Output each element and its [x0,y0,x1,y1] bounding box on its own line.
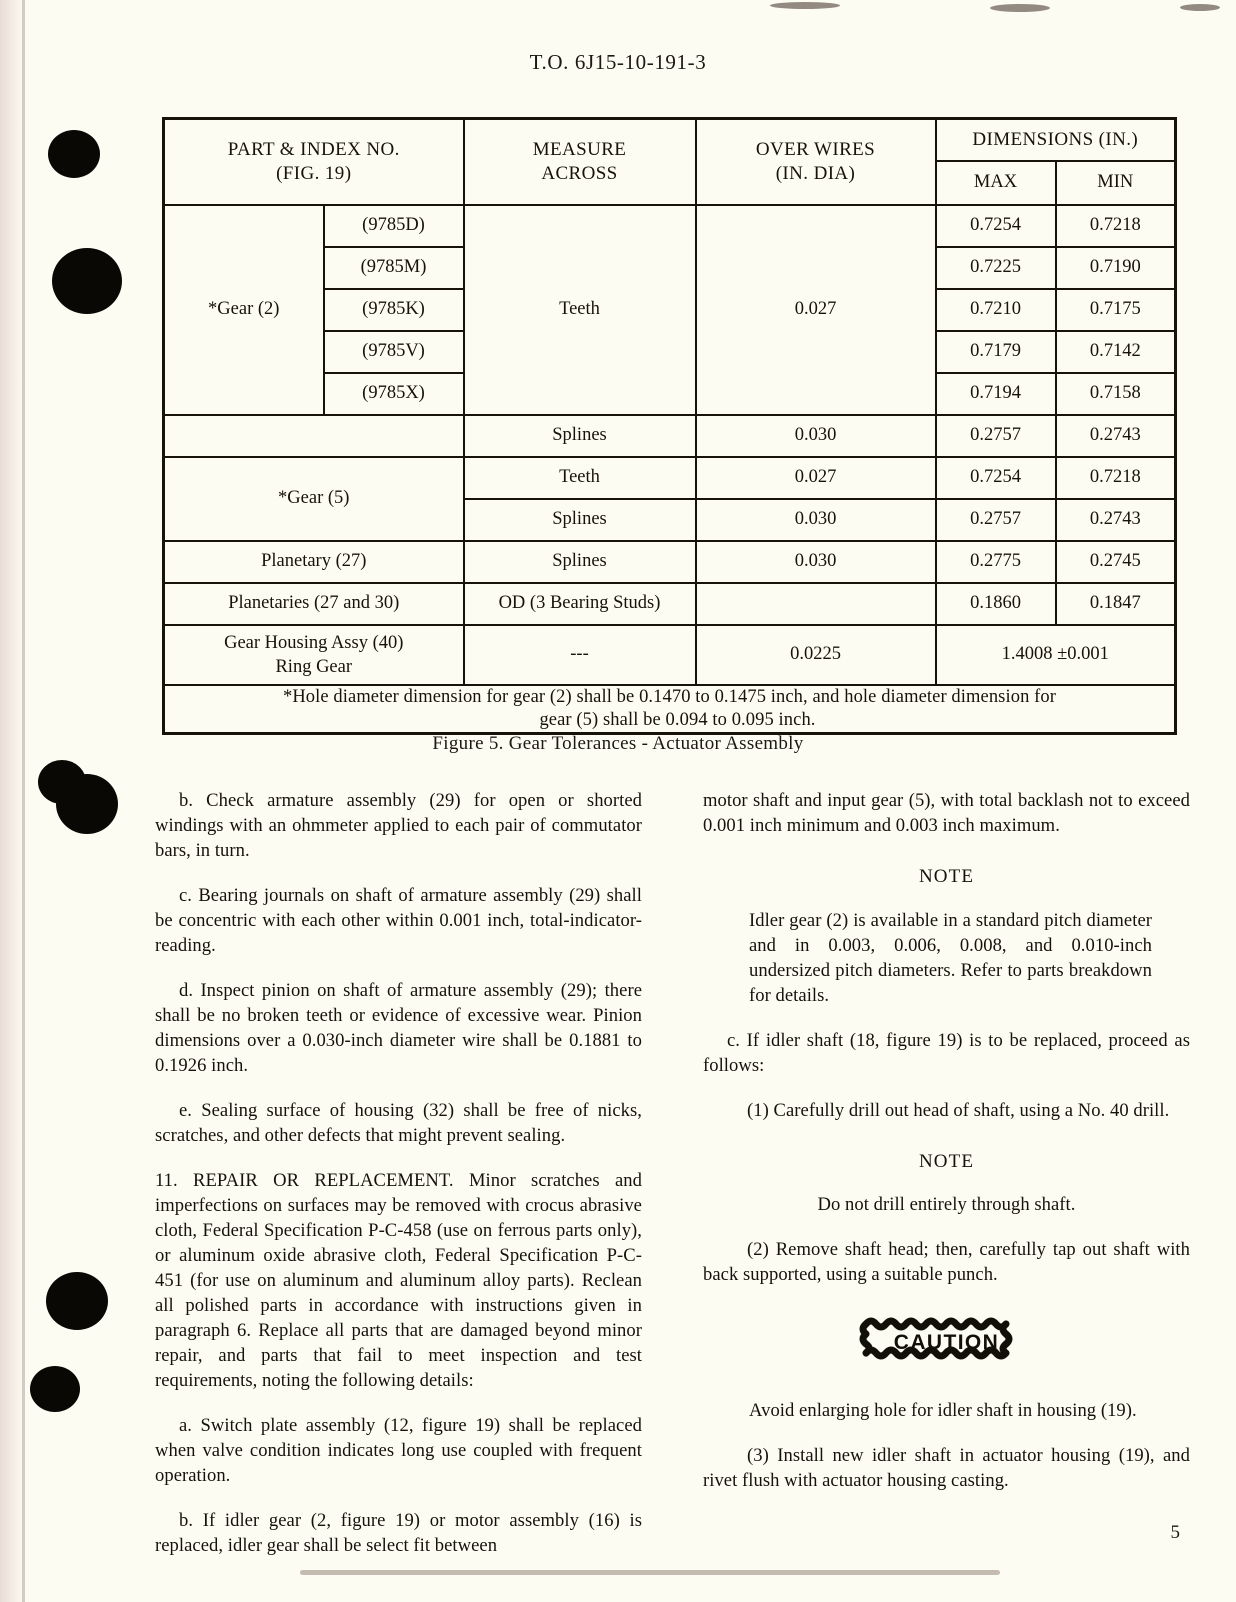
cell-min: 0.2743 [1056,415,1176,457]
paragraph-11-repair-or-replacement: 11. REPAIR OR REPLACEMENT. Minor scratches and imperfections on surfaces may be removed with crocus abrasive cloth, Federal Specification P-C-458 (use on ferrous parts only), or aluminum oxide abrasive cloth, Federal Specification P-C-451 (for use on aluminum and aluminum alloy parts). Reclean all polished parts in accordance with instructions given in paragraph 6. Replace all parts that are damaged beyond minor repair, and parts that fail to meet inspection and test requirements, noting the following details: [155,1170,642,1391]
figure-caption: Figure 5. Gear Tolerances - Actuator Assembly [432,733,804,754]
cell-max: 0.1860 [936,583,1056,625]
cell-overwires: 0.027 [696,457,936,499]
cell-part-planetary27: Planetary (27) [164,541,464,583]
cell-measure-od: OD (3 Bearing Studs) [464,583,696,625]
cell-max: 0.7254 [936,205,1056,247]
scan-smudge [990,4,1050,12]
cell-min: 0.2743 [1056,499,1176,541]
footnote-line2: gear (5) shall be 0.094 to 0.095 inch. [539,710,816,731]
paragraph-a: a. Switch plate assembly (12, figure 19) shall be replaced when valve condition indicates long use coupled with frequent operation. [155,1415,642,1486]
cell-index-9785M: (9785M) [324,247,464,289]
table-footnote [164,685,1176,734]
cell-max: 0.7254 [936,457,1056,499]
cell-max: 0.7210 [936,289,1056,331]
cell-min: 0.7190 [1056,247,1176,289]
paragraph-b-second: b. If idler gear (2, figure 19) or motor assembly (16) is replaced, idler gear shall be select fit between [155,1510,642,1556]
cell-part-gear5: *Gear (5) [164,457,464,541]
cell-max: 0.7179 [936,331,1056,373]
table-header-max: MAX [936,161,1056,205]
cell-max: 0.2775 [936,541,1056,583]
cell-index-9785V: (9785V) [324,331,464,373]
scan-smudge [770,2,840,9]
paragraph-continuation: motor shaft and input gear (5), with total backlash not to exceed 0.001 inch minimum and 0.003 inch maximum. [703,790,1190,836]
caution-body: Avoid enlarging hole for idler shaft in housing (19). [749,1400,1137,1422]
cell-overwires-blank [696,583,936,625]
paragraph-c-right: c. If idler shaft (18, figure 19) is to be replaced, proceed as follows: [703,1029,1190,1076]
cell-measure-splines: Splines [464,415,696,457]
page-number: 5 [1170,1522,1180,1543]
footnote-line1: *Hole diameter dimension for gear (2) shall be 0.1470 to 0.1475 inch, and hole diameter dimension for [282,687,1057,707]
header-measure-line2: ACROSS [541,163,618,184]
header-over-wires-line1: OVER WIRES [755,139,876,161]
table-header-dimensions: DIMENSIONS (IN.) [936,119,1176,162]
cell-part-gear2: *Gear (2) [164,205,324,415]
table-row [164,457,1176,499]
table-header-measure-across [464,119,696,206]
cell-measure-splines-gear5: Splines [464,499,696,541]
header-measure-line1: MEASURE [532,139,627,161]
cell-overwires: 0.0225 [696,625,936,685]
caution-banner-container [703,1317,1190,1370]
table-row [164,205,1176,247]
cell-index-9785K: (9785K) [324,289,464,331]
caution-banner [859,1317,1035,1363]
paragraph-e: e. Sealing surface of housing (32) shall be free of nicks, scratches, and other defects that might prevent sealing. [155,1100,642,1146]
table-header-part-index [164,119,464,206]
cell-min: 0.7218 [1056,205,1176,247]
cell-index-9785X: (9785X) [324,373,464,415]
paragraph-c: c. Bearing journals on shaft of armature assembly (29) shall be concentric with each other within 0.001 inch, total-indicator-reading. [155,885,642,956]
gear-housing-line1: Gear Housing Assy (40) [224,632,404,653]
cell-max: 0.7225 [936,247,1056,289]
gear-housing-line2: Ring Gear [275,657,353,677]
cell-max: 0.7194 [936,373,1056,415]
note-heading-2: NOTE [918,1150,975,1172]
cell-min: 0.1847 [1056,583,1176,625]
table-header-min: MIN [1056,161,1176,205]
table-footnote-row [164,685,1176,734]
cell-part-gear-housing [164,625,464,685]
cell-min: 0.7142 [1056,331,1176,373]
table-row [164,541,1176,583]
hole-punch-mark [46,1272,108,1330]
note-body-2: Do not drill entirely through shaft. [817,1194,1076,1216]
cell-min: 0.7218 [1056,457,1176,499]
caution-label: CAUTION [893,1331,1000,1355]
table-row [164,583,1176,625]
table-row [164,625,1176,685]
left-column [155,788,642,1578]
body-columns [155,788,1190,1556]
scan-smudge [1180,4,1220,11]
hole-punch-mark [48,130,100,178]
paragraph-b: b. Check armature assembly (29) for open or shorted windings with an ohmmeter applied to each pair of commutator bars, in turn. [155,790,642,861]
cell-dimension-span: 1.4008 ±0.001 [936,625,1176,685]
right-column [703,788,1190,1513]
hole-punch-mark [38,760,86,804]
cell-overwires: 0.030 [696,415,936,457]
hole-punch-mark [52,248,122,314]
cell-index-9785D: (9785D) [324,205,464,247]
cell-measure-dashes: --- [464,625,696,685]
table-header-over-wires [696,119,936,206]
cell-overwires: 0.030 [696,499,936,541]
paragraph-step-3: (3) Install new idler shaft in actuator housing (19), and rivet flush with actuator housing casting. [703,1445,1190,1492]
cell-part-blank [164,415,464,457]
cell-overwires-gear2: 0.027 [696,205,936,415]
hole-punch-mark [56,774,118,834]
cell-min: 0.2745 [1056,541,1176,583]
cell-overwires: 0.030 [696,541,936,583]
paragraph-d: d. Inspect pinion on shaft of armature assembly (29); there shall be no broken teeth or evidence of excessive wear. Pinion dimensions over a 0.030-inch diameter wire shall be 0.1881 to 0.1926 inch. [155,980,642,1076]
document-header: T.O. 6J15-10-191-3 [529,50,707,74]
scan-edge-line [22,0,25,1602]
gear-tolerance-table-container [162,117,1174,735]
table-row [164,415,1176,457]
cell-measure-teeth-gear2: Teeth [464,205,696,415]
cell-part-planetaries: Planetaries (27 and 30) [164,583,464,625]
hole-punch-mark [30,1366,80,1412]
cell-min: 0.7175 [1056,289,1176,331]
cell-measure-teeth-gear5: Teeth [464,457,696,499]
note-heading-1: NOTE [918,866,975,887]
header-part-index-line1: PART & INDEX NO. [227,139,400,161]
cell-max: 0.2757 [936,499,1056,541]
note-body-1: Idler gear (2) is available in a standard pitch diameter and in 0.003, 0.006, 0.008, and 0.010-inch undersized pitch diameters. Refer to parts breakdown for details. [749,909,1152,1006]
paragraph-step-2: (2) Remove shaft head; then, carefully tap out shaft with back supported, using a suitable punch. [703,1239,1190,1286]
header-part-index-line2: (FIG. 19) [276,163,352,184]
cell-min: 0.7158 [1056,373,1176,415]
cell-max: 0.2757 [936,415,1056,457]
header-over-wires-line2: (IN. DIA) [775,163,856,184]
gear-tolerance-table [162,117,1177,735]
cell-measure-splines-planetary: Splines [464,541,696,583]
paragraph-step-1: (1) Carefully drill out head of shaft, using a No. 40 drill. [747,1099,1170,1121]
